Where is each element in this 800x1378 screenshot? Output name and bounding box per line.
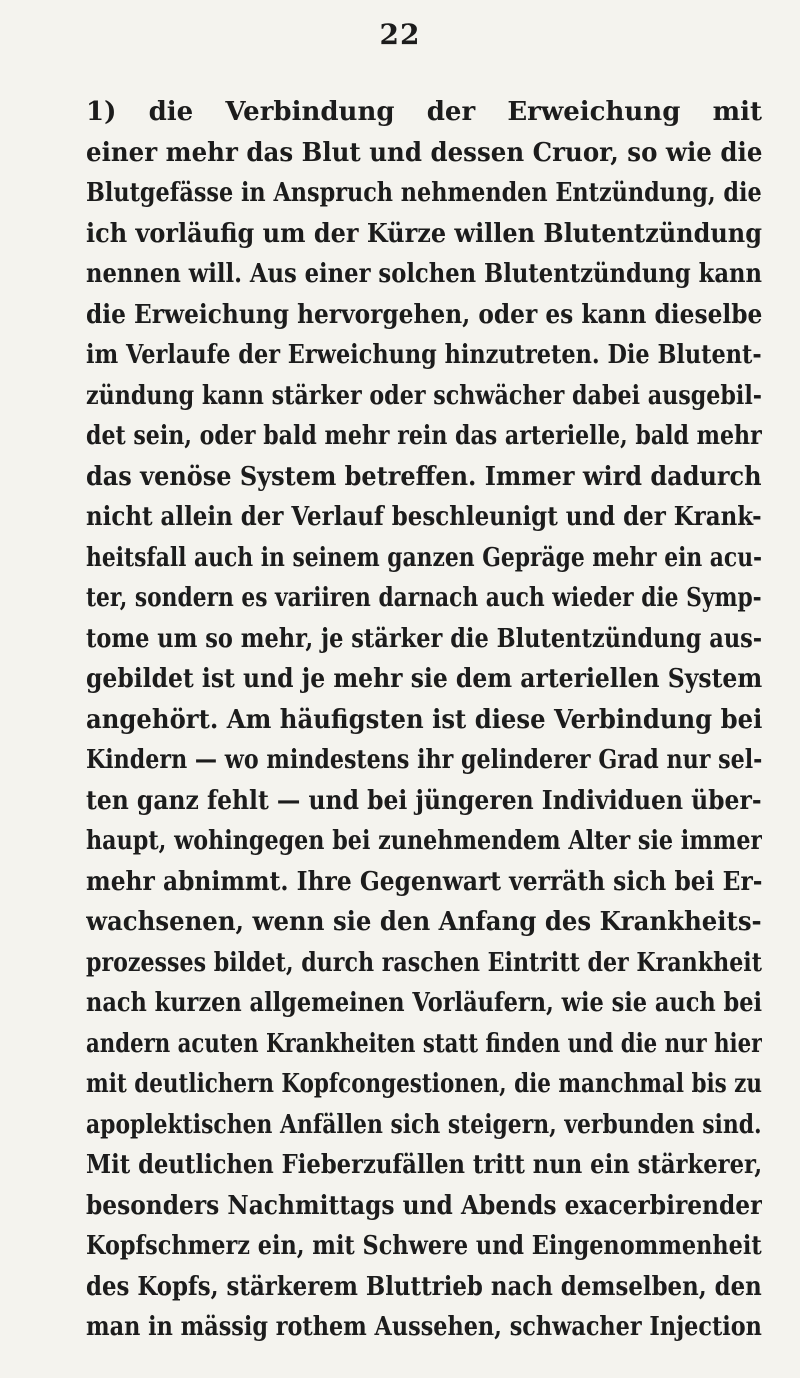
text-line: man in mässig rothem Aussehen, schwacher Injection [86, 1312, 762, 1342]
text-line: die Erweichung hervorgehen, oder es kann dieselbe [86, 299, 762, 330]
page-number: 22 [379, 18, 421, 51]
text-line: einer mehr das Blut und dessen Cruor, so wie die [86, 137, 762, 168]
text-line: andern acuten Krankheiten statt finden und die nur hier [86, 1028, 762, 1059]
text-line: angehört. Am häufigsten ist diese Verbindung bei [86, 704, 762, 735]
text-line: heitsfall auch in seinem ganzen Gepräge mehr ein acu- [86, 542, 762, 573]
text-line: zündung kann stärker oder schwächer dabei ausgebil- [86, 380, 762, 411]
text-line: gebildet ist und je mehr sie dem arteriellen System [86, 664, 762, 694]
text-line: Kopfschmerz ein, mit Schwere und Eingenommenheit [86, 1231, 762, 1261]
text-line: Kindern — wo mindestens ihr gelinderer Grad nur sel- [86, 745, 762, 775]
text-line: 1) die Verbindung der Erweichung mit [86, 97, 762, 127]
text-line: det sein, oder bald mehr rein das arterielle, bald mehr [86, 421, 762, 451]
text-line: mit deutlichern Kopfcongestionen, die manchmal bis zu [86, 1069, 762, 1099]
text-line: tome um so mehr, je stärker die Blutentzündung aus- [86, 623, 762, 654]
text-line: das venöse System betreffen. Immer wird dadurch [86, 461, 762, 492]
text-line: besonders Nachmittags und Abends exacerbirender [86, 1190, 762, 1221]
text-line: wachsenen, wenn sie den Anfang des Krankheits- [86, 907, 762, 937]
text-line: apoplektischen Anfällen sich steigern, verbunden sind. [86, 1109, 762, 1140]
text-line: nach kurzen allgemeinen Vorläufern, wie sie auch bei [86, 988, 762, 1018]
text-line: mehr abnimmt. Ihre Gegenwart verräth sich bei Er- [86, 866, 762, 897]
text-line: prozesses bildet, durch raschen Eintritt der Krankheit [86, 947, 762, 978]
text-line: ten ganz fehlt — und bei jüngeren Individuen über- [86, 785, 762, 816]
text-line: nennen will. Aus einer solchen Blutentzündung kann [86, 259, 762, 289]
text-line: haupt, wohingegen bei zunehmendem Alter sie immer [86, 826, 762, 856]
text-line: ter, sondern es variiren darnach auch wieder die Symp- [86, 583, 762, 613]
text-line: Mit deutlichen Fieberzufällen tritt nun ein stärkerer, [86, 1150, 762, 1180]
text-line: Blutgefässe in Anspruch nehmenden Entzündung, die [86, 178, 762, 208]
text-line: nicht allein der Verlauf beschleunigt und der Krank- [86, 502, 762, 532]
text-line: im Verlaufe der Erweichung hinzutreten. Die Blutent- [86, 340, 762, 370]
text-line: des Kopfs, stärkerem Bluttrieb nach demselben, den [86, 1271, 762, 1302]
text-line: ich vorläufig um der Kürze willen Blutentzündung [86, 218, 762, 249]
body-text [86, 92, 762, 1348]
